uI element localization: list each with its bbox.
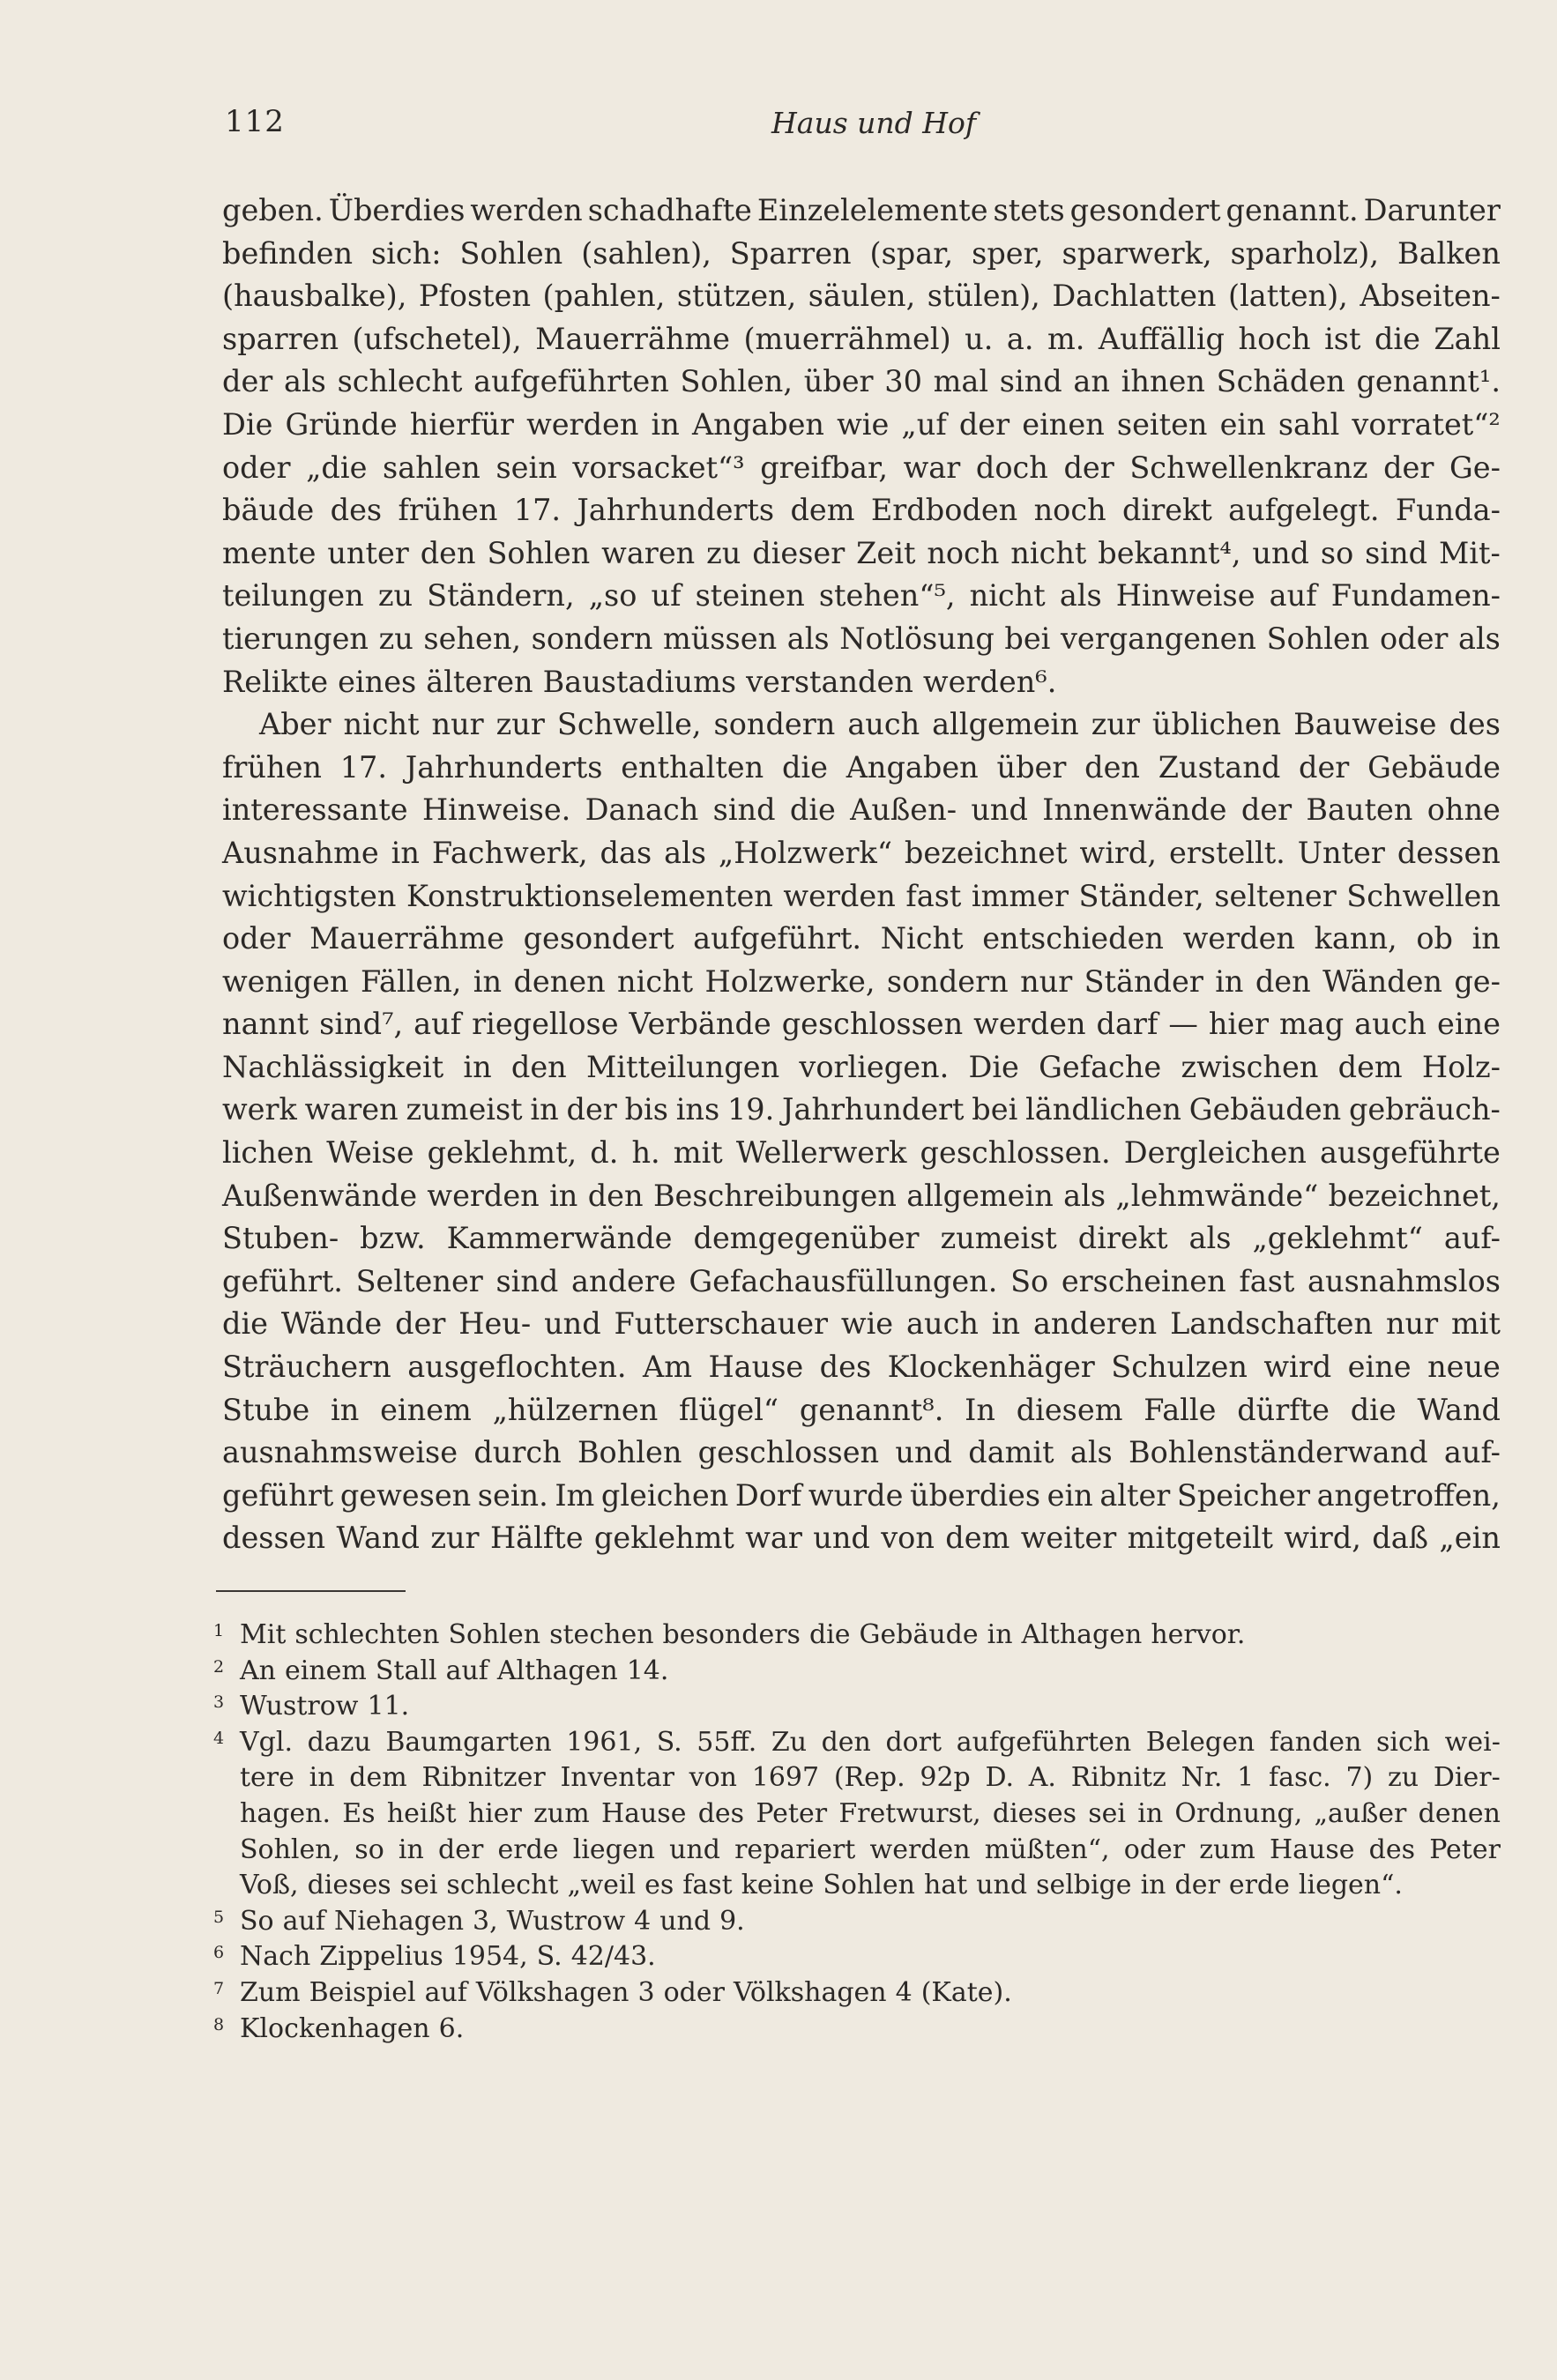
footnote-line — [213, 1868, 1501, 1904]
body-line: geführt gewesen sein. Im gleichen Dorf wurde überdies ein alter Speicher angetroffen, — [222, 1477, 1501, 1513]
footnote-line — [213, 1760, 1501, 1796]
body-line: Stube in einem „hülzernen flügel“ genannt⁸. In diesem Falle dürfte die Wand — [222, 1392, 1501, 1427]
footnote-number: 2 — [213, 1656, 225, 1677]
body-line: Stuben- bzw. Kammerwände demgegenüber zumeist direkt als „geklehmt“ auf- — [222, 1221, 1501, 1256]
body-line: Ausnahme in Fachwerk, das als „Holzwerk“ bezeichnet wird, erstellt. Unter dessen — [222, 835, 1501, 870]
footnote-line — [213, 1796, 1501, 1833]
body-line: Sträuchern ausgeflochten. Am Hause des Klockenhäger Schulzen wird eine neue — [222, 1350, 1501, 1385]
footnote-text: tere in dem Ribnitzer Inventar von 1697 (Rep. 92p D. A. Ribnitz Nr. 1 fasc. 7) zu Dier- — [240, 1762, 1501, 1794]
footnote-line — [213, 1904, 1501, 1940]
body-line: teilungen zu Ständern, „so uf steinen stehen“⁵, nicht als Hinweise auf Fundamen- — [222, 578, 1501, 614]
footnote-text: Voß, dieses sei schlecht „weil es fast keine Sohlen hat und selbige in der erde liegen“. — [240, 1870, 1403, 1901]
footnote-line — [213, 2012, 1501, 2048]
body-line: tierungen zu sehen, sondern müssen als Notlösung bei vergangenen Sohlen oder als — [222, 621, 1501, 656]
footnote-text: Wustrow 11. — [240, 1691, 410, 1722]
footnote-text: Sohlen, so in der erde liegen und repariert werden müßten“, oder zum Hause des Peter — [240, 1833, 1501, 1865]
page-number: 112 — [225, 104, 285, 139]
body-line: nannt sind⁷, auf riegellose Verbände geschlossen werden darf — hier mag auch eine — [222, 1007, 1501, 1042]
body-line: interessante Hinweise. Danach sind die Außen- und Innenwände der Bauten ohne — [222, 792, 1501, 828]
body-line: oder Mauerrähme gesondert aufgeführt. Nicht entschieden werden kann, ob in — [222, 921, 1501, 956]
footnote-number: 1 — [213, 1621, 225, 1640]
footnote-line — [213, 1618, 1501, 1654]
footnote-text: An einem Stall auf Althagen 14. — [240, 1655, 669, 1686]
footnote-line — [213, 1689, 1501, 1725]
body-line: lichen Weise geklehmt, d. h. mit Wellerwerk geschlossen. Dergleichen ausgeführte — [222, 1135, 1501, 1171]
body-line: wichtigsten Konstruktionselementen werden fast immer Ständer, seltener Schwellen — [222, 878, 1501, 913]
body-line: Die Gründe hierfür werden in Angaben wie „uf der einen seiten ein sahl vorratet“² — [222, 406, 1501, 442]
footnote-line — [213, 1833, 1501, 1869]
footnote-number: 8 — [213, 2014, 225, 2034]
footnote-number: 7 — [213, 1978, 225, 1998]
footnote-number: 4 — [213, 1728, 225, 1748]
body-line: frühen 17. Jahrhunderts enthalten die Angaben über den Zustand der Gebäude — [222, 749, 1501, 785]
footnote-text: hagen. Es heißt hier zum Hause des Peter Fretwurst, dieses sei in Ordnung, „außer denen — [240, 1797, 1501, 1829]
footnote-line — [213, 1654, 1501, 1690]
body-line: (hausbalke), Pfosten (pahlen, stützen, säulen, stülen), Dachlatten (latten), Abseiten- — [222, 279, 1501, 314]
running-title: Haus und Hof — [771, 106, 977, 140]
body-line: geführt. Seltener sind andere Gefachausfüllungen. So erscheinen fast ausnahmslos — [222, 1263, 1501, 1298]
body-line: der als schlecht aufgeführten Sohlen, über 30 mal sind an ihnen Schäden genannt¹. — [222, 364, 1501, 399]
body-text — [222, 190, 1501, 1560]
footnote-text: Vgl. dazu Baumgarten 1961, S. 55ff. Zu den dort aufgeführten Belegen fanden sich wei- — [240, 1726, 1501, 1758]
footnote-text: Mit schlechten Sohlen stechen besonders die Gebäude in Althagen hervor. — [240, 1619, 1246, 1650]
footnote-rule — [216, 1590, 406, 1592]
footnote-text: So auf Niehagen 3, Wustrow 4 und 9. — [240, 1905, 745, 1937]
footnote-number: 5 — [213, 1907, 225, 1927]
body-line: oder „die sahlen sein vorsacket“³ greifbar, war doch der Schwellenkranz der Ge- — [222, 450, 1501, 485]
footnote-text: Klockenhagen 6. — [240, 2012, 465, 2044]
footnote-line — [213, 1975, 1501, 2012]
body-line: ausnahmsweise durch Bohlen geschlossen und damit als Bohlenständerwand auf- — [222, 1435, 1501, 1470]
body-line: Aber nicht nur zur Schwelle, sondern auch allgemein zur üblichen Bauweise des — [259, 707, 1501, 742]
body-line: die Wände der Heu- und Futterschauer wie auch in anderen Landschaften nur mit — [222, 1306, 1501, 1342]
footnote-number: 3 — [213, 1692, 225, 1713]
page-header — [225, 104, 1503, 157]
body-line: dessen Wand zur Hälfte geklehmt war und von dem weiter mitgeteilt wird, daß „ein — [222, 1521, 1501, 1556]
body-line: wenigen Fällen, in denen nicht Holzwerke, sondern nur Ständer in den Wänden ge- — [222, 963, 1501, 999]
body-line: mente unter den Sohlen waren zu dieser Zeit noch nicht bekannt⁴, und so sind Mit- — [222, 535, 1501, 570]
footnote-number: 6 — [213, 1943, 225, 1963]
body-line: werk waren zumeist in der bis ins 19. Jahrhundert bei ländlichen Gebäuden gebräuch- — [222, 1092, 1501, 1127]
footnote-line — [213, 1725, 1501, 1761]
body-line: Relikte eines älteren Baustadiums verstanden werden⁶. — [222, 664, 1057, 699]
body-line: Außenwände werden in den Beschreibungen allgemein als „lehmwände“ bezeichnet, — [222, 1178, 1501, 1213]
body-line: geben. Überdies werden schadhafte Einzelelemente stets gesondert genannt. Darunter — [222, 193, 1501, 227]
body-line: bäude des frühen 17. Jahrhunderts dem Erdboden noch direkt aufgelegt. Funda- — [222, 493, 1501, 528]
body-line: Nachlässigkeit in den Mitteilungen vorliegen. Die Gefache zwischen dem Holz- — [222, 1049, 1501, 1084]
footnote-text: Nach Zippelius 1954, S. 42/43. — [240, 1941, 656, 1973]
body-line: befinden sich: Sohlen (sahlen), Sparren (spar, sper, sparwerk, sparholz), Balken — [222, 235, 1501, 271]
footnote-line — [213, 1939, 1501, 1975]
footnotes — [213, 1618, 1501, 2047]
body-line: sparren (ufschetel), Mauerrähme (muerrähmel) u. a. m. Auffällig hoch ist die Zahl — [222, 321, 1501, 356]
footnote-text: Zum Beispiel auf Völkshagen 3 oder Völkshagen 4 (Kate). — [240, 1976, 1012, 2008]
